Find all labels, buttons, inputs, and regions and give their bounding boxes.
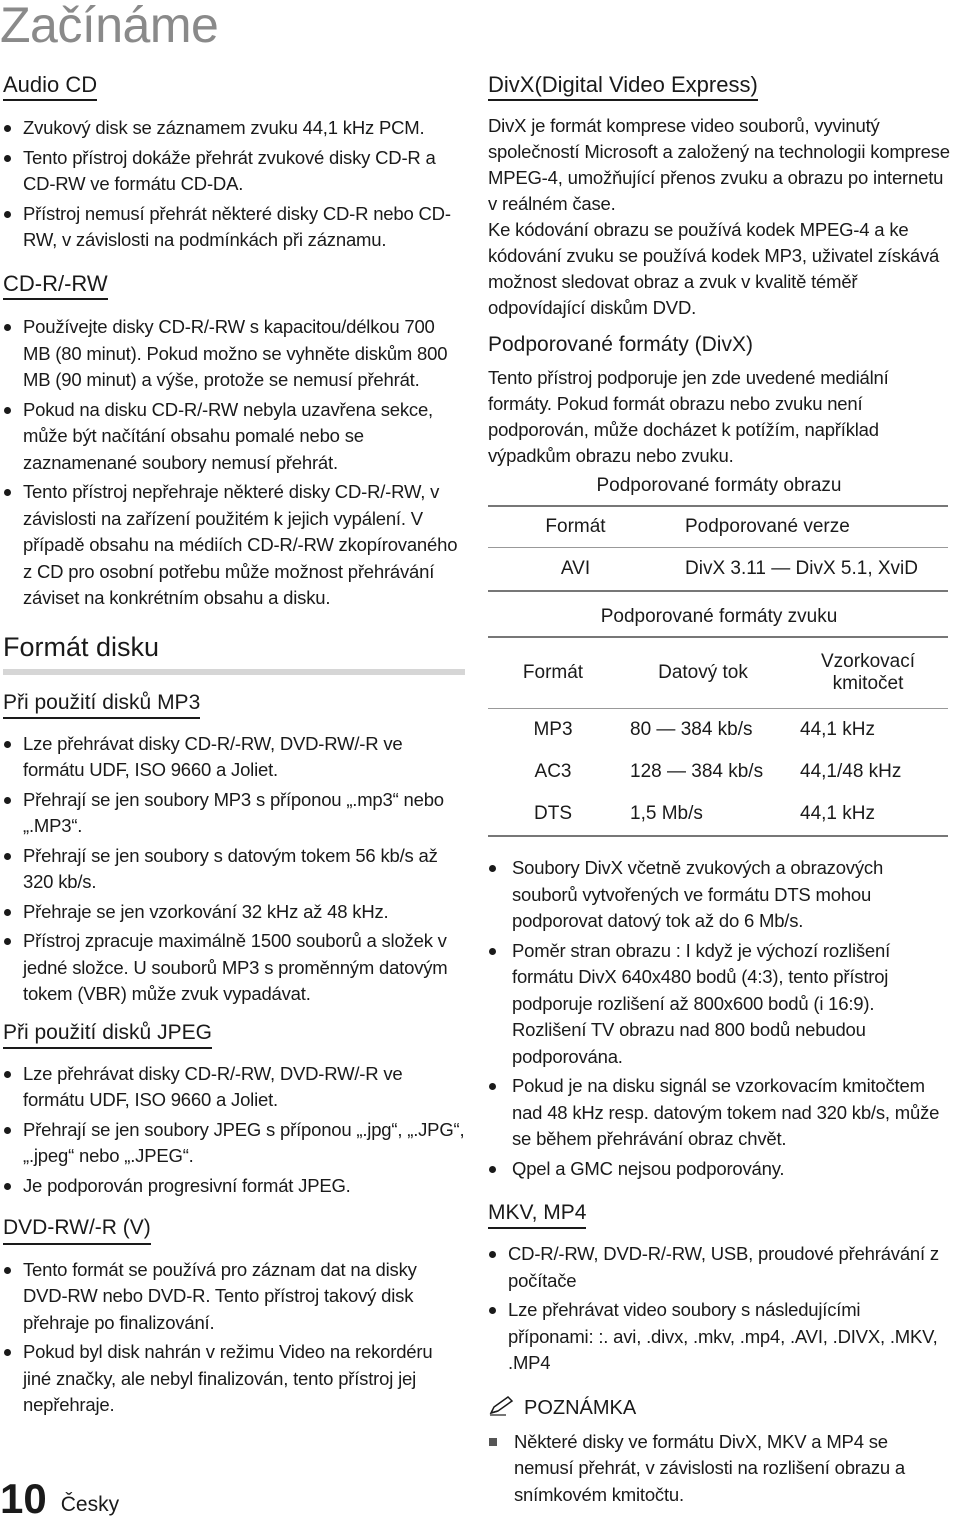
list-item: Tento přístroj dokáže přehrát zvukové disky CD-R a CD-RW ve formátu CD-DA. xyxy=(3,145,465,198)
mp3-list xyxy=(3,731,465,1008)
video-format-table xyxy=(488,505,948,592)
pencil-icon xyxy=(488,1395,518,1423)
table-header-cell: Formát xyxy=(488,637,618,709)
list-item: Přehrají se jen soubory MP3 s příponou „.mp3“ nebo „.MP3“. xyxy=(3,787,465,840)
divx-notes-list xyxy=(488,855,950,1182)
divx-paragraph: Ke kódování obrazu se používá kodek MPEG-4 a ke kódování zvuku se používá kodek MP3, uživatel získává možnost sledovat obraz a zvuk v kvalitě téměř odpovídající diskům DVD. xyxy=(488,219,940,319)
table-cell: 128 — 384 kb/s xyxy=(630,761,764,783)
page-title: Začínáme xyxy=(0,0,219,53)
format-disc-heading: Formát disku xyxy=(3,632,465,675)
list-item: Soubory DivX včetně zvukových a obrazových souborů vytvořených ve formátu DTS mohou podporovat datový tok až do 6 Mb/s. xyxy=(488,855,950,935)
list-item: Pokud na disku CD-R/-RW nebyla uzavřena sekce, může být načítání obsahu pomalé nebo se zaznamenané soubory nemusí přehrát. xyxy=(3,397,465,477)
list-item: Přehraje se jen vzorkování 32 kHz až 48 kHz. xyxy=(3,899,465,926)
table-header-cell: Vzorkovací kmitočet xyxy=(788,637,948,709)
note-heading: POZNÁMKA xyxy=(524,1397,637,1420)
divx-paragraph: DivX je formát komprese video souborů, vyvinutý společností Microsoft a založený na technologii komprese MPEG-4, umožňující přenos zvuku a obrazu po internetu v reálném čase. xyxy=(488,115,950,215)
list-item: Přístroj nemusí přehrát některé disky CD-R nebo CD-RW, v závislosti na podmínkách při záznamu. xyxy=(3,201,465,254)
mkv-list xyxy=(488,1241,950,1377)
table-cell: 44,1 kHz xyxy=(788,793,948,836)
note-list xyxy=(488,1429,950,1509)
cdr-rw-heading: CD-R/-RW xyxy=(3,271,108,300)
table-cell: DTS xyxy=(488,793,618,836)
table-cell: AC3 xyxy=(534,761,572,783)
supported-formats-heading: Podporované formáty (DivX) xyxy=(488,333,753,357)
table-cell: DivX 3.11 — DivX 5.1, XviD xyxy=(663,548,948,592)
jpeg-list xyxy=(3,1061,465,1200)
list-item: Lze přehrávat disky CD-R/-RW, DVD-RW/-R ve formátu UDF, ISO 9660 a Joliet. xyxy=(3,731,465,784)
list-item: Přehrají se jen soubory s datovým tokem 56 kb/s až 320 kb/s. xyxy=(3,843,465,896)
note-header xyxy=(488,1395,950,1423)
table-row xyxy=(488,709,948,752)
table-cell: 44,1/48 kHz xyxy=(800,761,902,783)
list-item: Přístroj zpracuje maximálně 1500 souborů a složek v jedné složce. U souborů MP3 s proměnným datovým tokem (VBR) může zvuk vypadávat. xyxy=(3,928,465,1008)
table-cell: 80 — 384 kb/s xyxy=(630,719,753,741)
table-header-cell: Podporované verze xyxy=(663,506,948,548)
list-item: Poměr stran obrazu : I když je výchozí rozlišení formátu DivX 640x480 bodů (4:3), tento přístroj podporuje rozlišení až 800x600 bodů (i 16:9). Rozlišení TV obrazu nad 800 bodů nebudou podporována. xyxy=(488,938,950,1071)
table-header-row xyxy=(488,637,948,709)
list-item: CD-R/-RW, DVD-R/-RW, USB, proudové přehrávání z počítače xyxy=(488,1241,950,1294)
list-item: Přehrají se jen soubory JPEG s příponou „.jpg“, „.JPG“, „.jpeg“ nebo „.JPEG“. xyxy=(3,1117,465,1170)
audio-format-table xyxy=(488,636,948,837)
page-number: 10 xyxy=(0,1475,47,1522)
table-row xyxy=(488,548,948,592)
page-language: Česky xyxy=(60,1492,120,1516)
table-header-cell: Formát xyxy=(488,506,663,548)
list-item: Je podporován progresivní formát JPEG. xyxy=(3,1173,465,1200)
table-cell: AVI xyxy=(488,548,663,592)
mp3-heading: Při použití disků MP3 xyxy=(3,691,200,719)
video-table-caption: Podporované formáty obrazu xyxy=(596,475,842,497)
audio-cd-list xyxy=(3,115,465,254)
list-item: Tento přístroj nepřehraje některé disky CD-R/-RW, v závislosti na zařízení použitém k jejich vypálení. V případě obsahu na médiích CD-R/-RW zkopírovaného z CD pro osobní potřebu může možnost přehrávání záviset na konkrétním obsahu a disku. xyxy=(3,479,465,612)
jpeg-heading: Při použití disků JPEG xyxy=(3,1021,212,1049)
divx-heading: DivX(Digital Video Express) xyxy=(488,72,758,101)
table-cell: MP3 xyxy=(533,719,573,741)
table-row xyxy=(488,751,948,793)
audio-cd-heading: Audio CD xyxy=(3,72,97,101)
page-footer xyxy=(0,1475,120,1522)
list-item: Tento formát se používá pro záznam dat na disky DVD-RW nebo DVD-R. Tento přístroj takový disk přehraje po finalizování. xyxy=(3,1257,465,1337)
mkv-heading: MKV, MP4 xyxy=(488,1201,586,1229)
dvd-list xyxy=(3,1257,465,1419)
table-cell: 44,1 kHz xyxy=(800,719,875,741)
list-item: Lze přehrávat disky CD-R/-RW, DVD-RW/-R ve formátu UDF, ISO 9660 a Joliet. xyxy=(3,1061,465,1114)
list-item: Zvukový disk se záznamem zvuku 44,1 kHz PCM. xyxy=(3,115,465,142)
audio-table-caption: Podporované formáty zvuku xyxy=(600,606,838,628)
table-cell: 1,5 Mb/s xyxy=(618,793,788,836)
cdr-rw-list xyxy=(3,314,465,612)
list-item: Pokud byl disk nahrán v režimu Video na rekordéru jiné značky, ale nebyl finalizován, tento přístroj jej nepřehraje. xyxy=(3,1339,465,1419)
list-item: Qpel a GMC nejsou podporovány. xyxy=(488,1156,950,1183)
list-item: Některé disky ve formátu DivX, MKV a MP4 se nemusí přehrát, v závislosti na rozlišení obrazu a snímkovém kmitočtu. xyxy=(488,1429,950,1509)
left-column xyxy=(3,72,465,1422)
table-header-row xyxy=(488,506,948,548)
dvd-heading: DVD-RW/-R (V) xyxy=(3,1216,151,1244)
table-header-cell: Datový tok xyxy=(618,637,788,709)
list-item: Používejte disky CD-R/-RW s kapacitou/délkou 700 MB (80 minut). Pokud možno se vyhněte diskům 800 MB (90 minut) a výše, protože se nemusí přehrát. xyxy=(3,314,465,394)
right-column xyxy=(488,72,950,1511)
table-row xyxy=(488,793,948,836)
supported-formats-text: Tento přístroj podporuje jen zde uvedené mediální formáty. Pokud formát obrazu nebo zvuku není podporován, může docházet k potížím, například výpadkům obrazu nebo zvuku. xyxy=(488,367,889,467)
list-item: Lze přehrávat video soubory s následujícími příponami: :. avi, .divx, .mkv, .mp4, .AVI, .DIVX, .MKV, .MP4 xyxy=(488,1297,950,1377)
list-item: Pokud je na disku signál se vzorkovacím kmitočtem nad 48 kHz resp. datovým tokem nad 320 kb/s, může se během přehrávání obraz chvět. xyxy=(488,1073,950,1153)
